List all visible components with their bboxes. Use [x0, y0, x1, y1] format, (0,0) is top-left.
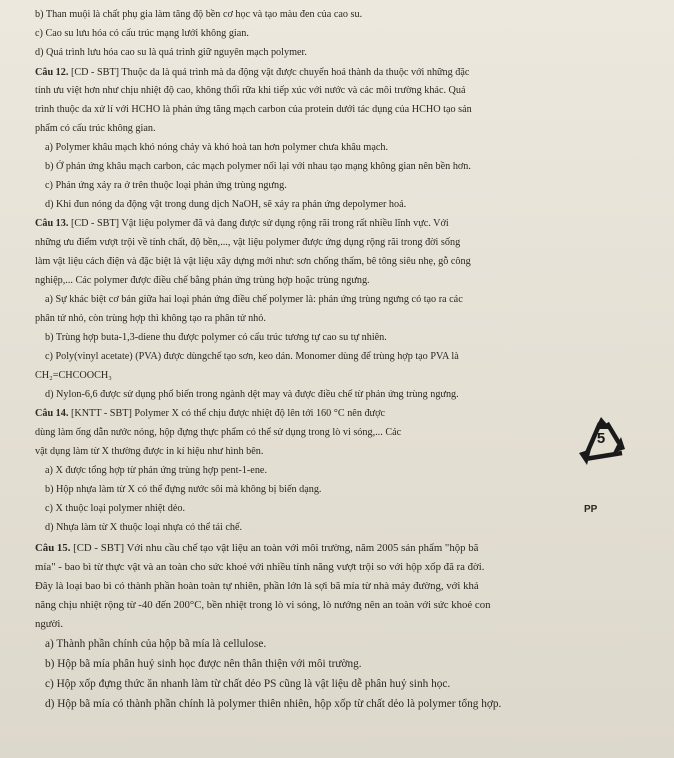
option-b: b) Trùng hợp buta-1,3-diene thu được polymer có cấu trúc tương tự cao su tự nhiên.: [45, 332, 387, 343]
text-line: d) Quá trình lưu hóa cao su là quá trình giữ nguyên mạch polymer.: [35, 47, 307, 58]
text-line: năng chịu nhiệt rộng từ -40 đến 200°C, bền nhiệt trong lò vi sóng, lò nướng nên an toàn với sức khoẻ con: [35, 599, 491, 611]
recycle-symbol: [567, 413, 637, 475]
option-a: a) X được tổng hợp từ phản ứng trùng hợp pent-1-ene.: [45, 465, 267, 476]
option-d: d) Hộp bã mía có thành phần chính là polymer thiên nhiên, hộp xốp từ chất dẻo là polymer tổng hợp.: [45, 698, 502, 710]
option-c: c) Poly(vinyl acetate) (PVA) được dùngchế tạo sơn, keo dán. Monomer dùng để trùng hợp tạo PVA là: [45, 351, 459, 362]
question-number: Câu 15.: [35, 542, 71, 554]
text-line: làm vật liệu cách điện và đặc biệt là vật liệu xây dựng mới như: sơn chống thấm, bê tông siêu nhẹ, gỗ công: [35, 256, 471, 267]
option-b: b) Hộp bã mía phân huỷ sinh học được nên thân thiện với môi trường.: [45, 658, 362, 670]
recycle-number: 5: [596, 430, 606, 447]
option-b: b) Ở phản ứng khâu mạch carbon, các mạch polymer nối lại với nhau tạo mạng không gian nên bền hơn.: [45, 161, 471, 172]
question-number: Câu 14.: [35, 408, 69, 419]
option-d: d) Nhựa làm từ X thuộc loại nhựa có thể tái chế.: [45, 522, 243, 533]
option-a: a) Thành phần chính của hộp bã mía là cellulose.: [45, 638, 267, 650]
text-line: vật dụng làm từ X thường được in kí hiệu như hình bên.: [35, 446, 264, 457]
question-13-heading: Câu 13. [CD - SBT] Vật liệu polymer đã và đang được sử dụng rộng rãi trong rất nhiều lĩnh vực. Với: [35, 218, 449, 229]
question-number: Câu 12.: [35, 67, 69, 78]
text-line: nghiệp,... Các polymer được điều chế bằng phản ứng trùng hợp hoặc trùng ngưng.: [35, 275, 370, 286]
recycle-label: PP: [584, 504, 598, 515]
option-a: a) Polymer khâu mạch khó nóng chảy và khó hoà tan hơn polymer chưa khâu mạch.: [45, 142, 389, 153]
option-c: c) X thuộc loại polymer nhiệt dẻo.: [45, 503, 186, 514]
option-b: b) Hộp nhựa làm từ X có thể đựng nước sôi mà không bị biến dạng.: [45, 484, 322, 495]
recycle-icon: [567, 413, 637, 475]
question-15-heading: Câu 15. [CD - SBT] Với nhu cầu chế tạo vật liệu an toàn với môi trường, năm 2005 sản phẩm "hộp bã: [35, 542, 479, 554]
option-d: d) Nylon-6,6 được sử dụng phổ biến trong ngành dệt may và được điều chế từ phản ứng trùng ngưng.: [45, 389, 459, 400]
text-line: phẩm có cấu trúc không gian.: [35, 123, 156, 134]
text-line: người.: [35, 618, 64, 630]
question-number: Câu 13.: [35, 218, 69, 229]
text-line: phân tử nhỏ, còn trùng hợp thì không tạo ra phân tử nhỏ.: [35, 313, 266, 324]
option-a: a) Sự khác biệt cơ bản giữa hai loại phản ứng điều chế polymer là: phản ứng trùng ngưng có tạo ra các: [45, 294, 463, 305]
text-line: c) Cao su lưu hóa có cấu trúc mạng lưới không gian.: [35, 28, 249, 39]
text-line: trình thuộc da xử lí với HCHO là phản ứng tăng mạch carbon của protein dưới tác dụng của HCHO tạo sản: [35, 104, 472, 115]
question-14-heading: Câu 14. [KNTT - SBT] Polymer X có thể chịu được nhiệt độ lên tới 160 °C nên được: [35, 408, 385, 419]
text-line: mía" - bao bì từ thực vật và an toàn cho sức khoẻ với nhiều tính năng vượt trội so với hộp xốp đã ra đời.: [35, 561, 485, 573]
option-c: c) Phản ứng xảy ra ở trên thuộc loại phản ứng trùng ngưng.: [45, 180, 287, 191]
text-line: tính ưu việt hơn như chịu nhiệt độ cao, không thối rữa khi tiếp xúc với nước và các môi trường khác. Quá: [35, 85, 466, 96]
option-d: d) Khi đun nóng da động vật trong dung dịch NaOH, sẽ xảy ra phản ứng depolymer hoá.: [45, 199, 407, 210]
formula-line: CH₂=CHCOOCH₃: [35, 370, 112, 381]
option-c: c) Hộp xốp đựng thức ăn nhanh làm từ chất dẻo PS cũng là vật liệu dễ phân huỷ sinh học.: [45, 678, 451, 690]
text-line: những ưu điểm vượt trội về tính chất, độ bền,..., vật liệu polymer được ứng dụng rộng rãi trong đời sống: [35, 237, 461, 248]
question-12-heading: Câu 12. [CD - SBT] Thuộc da là quá trình mà da động vật được chuyển hoá thành da thuộc với những đặc: [35, 67, 470, 78]
text-line: b) Than muội là chất phụ gia làm tăng độ bền cơ học và tạo màu đen của cao su.: [35, 9, 363, 20]
text-line: Đây là loại bao bì có thành phần hoàn toàn tự nhiên, phần lớn là sợi bã mía từ nhà máy đường, với khả: [35, 580, 479, 592]
text-line: dùng làm ống dẫn nước nóng, hộp đựng thực phẩm có thể sử dụng trong lò vi sóng,... Các: [35, 427, 402, 438]
